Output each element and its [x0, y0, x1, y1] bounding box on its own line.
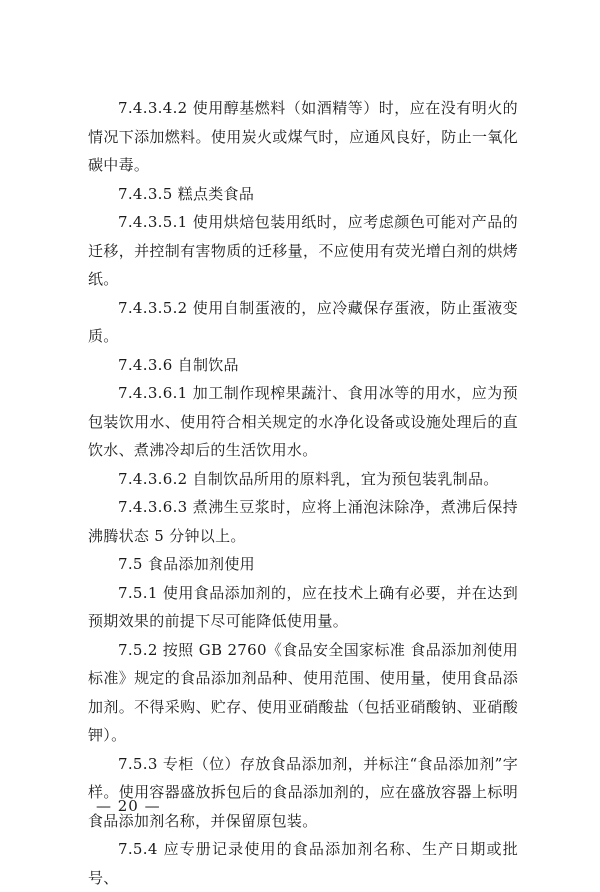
- paragraph-7-5-2: 7.5.2 按照 GB 2760《食品安全国家标准 食品添加剂使用标准》规定的食品添加剂品种、使用范围、使用量，使用食品添加剂。不得采购、贮存、使用亚硝酸盐（包括亚硝酸钠、亚硝酸钾）。: [88, 640, 518, 744]
- paragraph-7-4-3-6-2: 7.4.3.6.2 自制饮品所用的原料乳，宜为预包装乳制品。: [118, 469, 499, 488]
- paragraph-7-4-3-5-2: 7.4.3.5.2 使用自制蛋液的，应冷藏保存蛋液，防止蛋液变质。: [88, 298, 518, 345]
- page-number: — 20 —: [96, 797, 161, 815]
- paragraph-7-5-4: 7.5.4 应专册记录使用的食品添加剂名称、生产日期或批号、: [88, 840, 518, 887]
- paragraph-7-4-3-6-1: 7.4.3.6.1 加工制作现榨果蔬汁、食用冰等的用水，应为预包装饮用水、使用符合相关规定的水净化设备或设施处理后的直饮水、煮沸冷却后的生活饮用水。: [88, 384, 518, 459]
- paragraph-7-4-3-4-2: 7.4.3.4.2 使用醇基燃料（如酒精等）时，应在没有明火的情况下添加燃料。使用炭火或煤气时，应通风良好，防止一氧化碳中毒。: [88, 99, 518, 174]
- heading-7-5: 7.5 食品添加剂使用: [118, 555, 255, 573]
- heading-7-4-3-5: 7.4.3.5 糕点类食品: [118, 184, 255, 203]
- paragraph-7-4-3-5-1: 7.4.3.5.1 使用烘焙包装用纸时，应考虑颜色可能对产品的迁移，并控制有害物质的迁移量，不应使用有荧光增白剂的烘烤纸。: [88, 213, 518, 288]
- paragraph-7-4-3-6-3: 7.4.3.6.3 煮沸生豆浆时，应将上涌泡沫除净，煮沸后保持沸腾状态 5 分钟以上。: [88, 498, 518, 545]
- paragraph-7-5-1: 7.5.1 使用食品添加剂的，应在技术上确有必要，并在达到预期效果的前提下尽可能降低使用量。: [88, 583, 518, 630]
- heading-7-4-3-6: 7.4.3.6 自制饮品: [118, 355, 239, 374]
- paragraph-7-5-3: 7.5.3 专柜（位）存放食品添加剂，并标注“食品添加剂”字样。使用容器盛放拆包后的食品添加剂的，应在盛放容器上标明食品添加剂名称，并保留原包装。: [88, 754, 518, 830]
- document-body: [88, 94, 518, 892]
